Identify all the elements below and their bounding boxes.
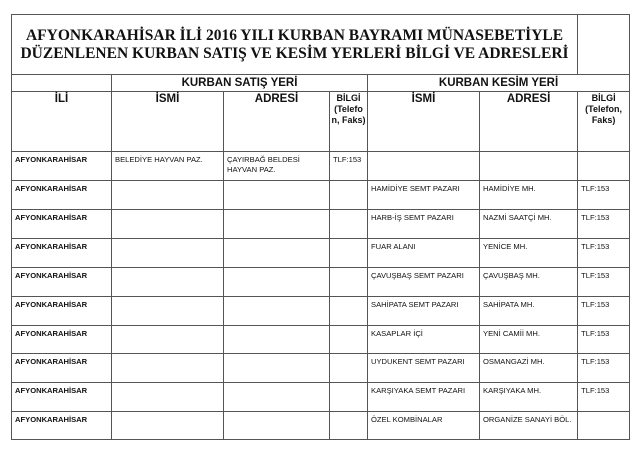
cell-slaughter-info: TLF:153 — [578, 326, 630, 354]
cell-sale-name — [112, 412, 224, 440]
table-row — [12, 239, 630, 268]
col-header-sale-name: İSMİ — [112, 92, 224, 152]
cell-sale-name — [112, 239, 224, 268]
cell-slaughter-name: ÖZEL KOMBİNALAR — [368, 412, 480, 440]
table-row — [12, 181, 630, 210]
cell-sale-info — [330, 412, 368, 440]
cell-sale-name — [112, 297, 224, 326]
group-header-sale: KURBAN SATIŞ YERİ — [112, 75, 368, 92]
cell-il: AFYONKARAHİSAR — [12, 412, 112, 440]
cell-il: AFYONKARAHİSAR — [12, 239, 112, 268]
cell-sale-info: TLF:153 — [330, 152, 368, 181]
cell-sale-address — [224, 383, 330, 412]
cell-sale-address — [224, 239, 330, 268]
col-header-slaughter-info: BİLGİ (Telefon, Faks) — [578, 92, 630, 152]
cell-slaughter-info: TLF:153 — [578, 297, 630, 326]
table-row — [12, 297, 630, 326]
cell-sale-name — [112, 181, 224, 210]
cell-sale-address — [224, 412, 330, 440]
cell-il: AFYONKARAHİSAR — [12, 181, 112, 210]
cell-sale-name — [112, 268, 224, 297]
cell-il: AFYONKARAHİSAR — [12, 326, 112, 354]
col-header-sale-address: ADRESİ — [224, 92, 330, 152]
group-spacer-cell — [12, 75, 112, 92]
cell-slaughter-address: KARŞIYAKA MH. — [480, 383, 578, 412]
cell-slaughter-name: SAHİPATA SEMT PAZARI — [368, 297, 480, 326]
title-line-1: AFYONKARAHİSAR İLİ 2016 YILI KURBAN BAYRAMI MÜNASEBETİYLE — [25, 26, 564, 44]
cell-slaughter-info: TLF:153 — [578, 210, 630, 239]
col-header-il: İLİ — [12, 92, 112, 152]
cell-slaughter-address: OSMANGAZİ MH. — [480, 354, 578, 383]
cell-sale-name — [112, 354, 224, 383]
cell-slaughter-address: SAHİPATA MH. — [480, 297, 578, 326]
title-line-2: DÜZENLENEN KURBAN SATIŞ VE KESİM YERLERİ BİLGİ VE ADRESLERİ — [20, 44, 569, 62]
cell-slaughter-name: HAMİDİYE SEMT PAZARI — [368, 181, 480, 210]
cell-sale-address — [224, 326, 330, 354]
cell-slaughter-name: FUAR ALANI — [368, 239, 480, 268]
cell-sale-address — [224, 210, 330, 239]
cell-sale-info — [330, 383, 368, 412]
cell-slaughter-address — [480, 152, 578, 181]
col-header-slaughter-address: ADRESİ — [480, 92, 578, 152]
cell-il: AFYONKARAHİSAR — [12, 152, 112, 181]
cell-sale-name: BELEDİYE HAYVAN PAZ. — [112, 152, 224, 181]
cell-slaughter-info: TLF:153 — [578, 383, 630, 412]
cell-slaughter-info: TLF:153 — [578, 239, 630, 268]
cell-slaughter-info — [578, 412, 630, 440]
cell-sale-info — [330, 210, 368, 239]
cell-il: AFYONKARAHİSAR — [12, 383, 112, 412]
cell-slaughter-address: YENİCE MH. — [480, 239, 578, 268]
cell-sale-address: ÇAYIRBAĞ BELDESİ HAYVAN PAZ. — [224, 152, 330, 181]
table-row — [12, 268, 630, 297]
cell-slaughter-address: NAZMİ SAATÇİ MH. — [480, 210, 578, 239]
cell-sale-info — [330, 326, 368, 354]
cell-slaughter-name: UYDUKENT SEMT PAZARI — [368, 354, 480, 383]
cell-slaughter-info: TLF:153 — [578, 354, 630, 383]
table-row — [12, 152, 630, 181]
cell-slaughter-info: TLF:153 — [578, 268, 630, 297]
cell-sale-address — [224, 181, 330, 210]
cell-slaughter-address: ORGANİZE SANAYİ BÖL. — [480, 412, 578, 440]
document-title — [12, 15, 578, 75]
cell-slaughter-name: HARB-İŞ SEMT PAZARI — [368, 210, 480, 239]
col-header-sale-info: BİLGİ (Telefo n, Faks) — [330, 92, 368, 152]
table-row — [12, 326, 630, 354]
cell-slaughter-name: KASAPLAR İÇİ — [368, 326, 480, 354]
cell-slaughter-address: YENİ CAMİİ MH. — [480, 326, 578, 354]
cell-sale-address — [224, 354, 330, 383]
cell-sale-address — [224, 297, 330, 326]
cell-sale-info — [330, 239, 368, 268]
table-row — [12, 412, 630, 440]
table-row — [12, 354, 630, 383]
cell-il: AFYONKARAHİSAR — [12, 210, 112, 239]
col-header-slaughter-name: İSMİ — [368, 92, 480, 152]
cell-sale-info — [330, 297, 368, 326]
cell-sale-name — [112, 210, 224, 239]
cell-slaughter-name: KARŞIYAKA SEMT PAZARI — [368, 383, 480, 412]
cell-slaughter-address: ÇAVUŞBAŞ MH. — [480, 268, 578, 297]
cell-il: AFYONKARAHİSAR — [12, 297, 112, 326]
cell-sale-name — [112, 326, 224, 354]
cell-slaughter-info: TLF:153 — [578, 181, 630, 210]
cell-sale-address — [224, 268, 330, 297]
cell-sale-info — [330, 268, 368, 297]
table-row — [12, 210, 630, 239]
cell-slaughter-name — [368, 152, 480, 181]
cell-slaughter-info — [578, 152, 630, 181]
cell-sale-name — [112, 383, 224, 412]
cell-slaughter-address: HAMİDİYE MH. — [480, 181, 578, 210]
cell-sale-info — [330, 354, 368, 383]
kurban-table — [11, 14, 630, 440]
cell-il: AFYONKARAHİSAR — [12, 354, 112, 383]
cell-il: AFYONKARAHİSAR — [12, 268, 112, 297]
cell-sale-info — [330, 181, 368, 210]
cell-slaughter-name: ÇAVUŞBAŞ SEMT PAZARI — [368, 268, 480, 297]
title-corner-cell — [578, 15, 630, 75]
group-header-slaughter: KURBAN KESİM YERİ — [368, 75, 630, 92]
table-row — [12, 383, 630, 412]
